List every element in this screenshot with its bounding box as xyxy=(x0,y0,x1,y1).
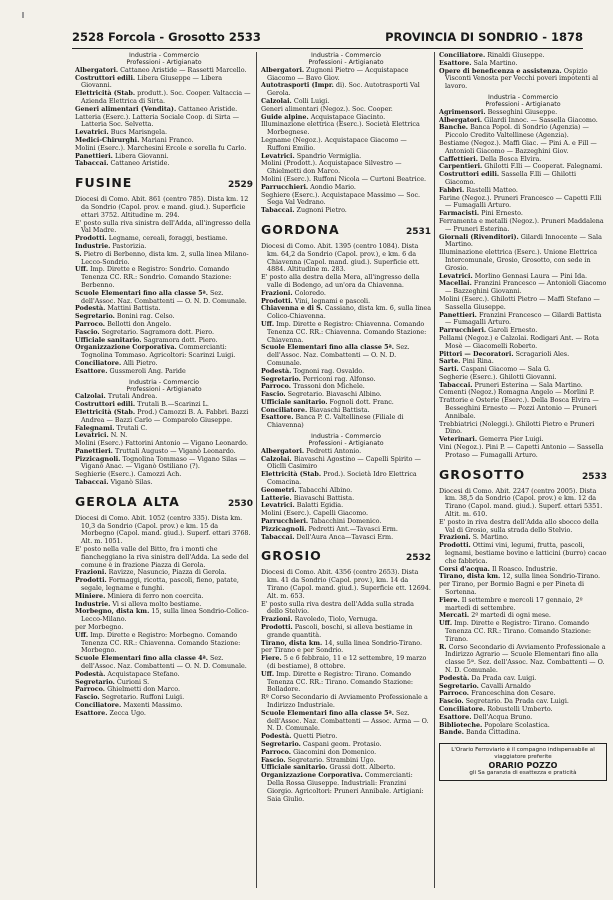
ad-title: ORARIO POZZO xyxy=(488,761,558,771)
entry-line: Uff. Imp. Dirette e Registro: Tirano. Comando Tenenza CC. RR.: Tirano. Comando Stazione: Tirano. xyxy=(439,619,592,643)
page-header xyxy=(72,30,583,46)
entry-line: Diocesi di Como. Abit. 1395 (centro 1084). Dista km. 64,2 da Sondrio (Capol. prov.), e km. 6 da Chiavenna (Capol. mand. giud.). Superficie ett. 4884. Altitudine m. 283. xyxy=(261,241,420,274)
entry-line: Tabaccai. Dell'Aura Anca—Tavasci Erm. xyxy=(261,532,394,541)
town-number: 2533 xyxy=(581,471,607,482)
town-heading xyxy=(75,175,253,193)
entry-line: Ufficiale sanitario. Fognoli dott. Franc. xyxy=(261,397,394,406)
entry-line: E' posto sulla riva destra dell'Adda sulla strada dello Stelvio. xyxy=(261,599,414,616)
column-1 xyxy=(75,52,253,890)
entry-line: Farmacisti. Pini Ernesto. xyxy=(439,209,523,218)
entry-line: Seghierie (Eserc.). Camozzi Ach. xyxy=(75,470,182,479)
entry-line: Elettricità (Stab. Prod.) Camozzi B. A. Fabbri. Bazzi Andrea — Bazzi Carlo — Comparolo Giuseppe. xyxy=(75,407,249,424)
advertisement-box xyxy=(439,743,607,781)
entry-line: Industrie. Pastorizia. xyxy=(75,241,147,250)
section-title: Industria - Commercio xyxy=(488,93,558,101)
entry-line: R. Corso Secondario di Avviamento Professionale a Indirizzo Agrario — Scuole Elementari fino alla classe 5ª. Sez. dell'Assoc. Naz. Combattenti — O. N. D. Comunale. xyxy=(439,642,606,674)
entry-line: Tabaccai. Viganò Silas. xyxy=(75,478,153,487)
entry-line: Sarti. Caspani Giacomo — Sala G. xyxy=(439,365,551,374)
entry-line: Costruttori edili. Trutali B.—Scarinzi L. xyxy=(75,400,209,409)
entry-line: Pizzicagnoli. Tognolina Tommaso — Vigano Silas — Viganò Anac. — Viganò Ostiliano (?). xyxy=(75,454,246,471)
entry-line: Fascio. Segretario. Sagramora dott. Piero. xyxy=(75,327,215,336)
town-name: GEROLA ALTA xyxy=(75,493,180,509)
ad-text: gli Sa garanzia di esattezza e praticità xyxy=(469,770,577,777)
entry-line: Ufficiale sanitario. Grassi dott. Alberto. xyxy=(261,763,396,772)
entry-line: Sarte. Pini Rina. xyxy=(439,357,494,366)
entry-line: Scuole Elementari fino alla classe 5ª. Sez. dell'Assoc. Naz. Combattenti — Assoc. Arma — O. N. D. Comunale. xyxy=(261,708,429,733)
entry-line: Latteria (Eserc.). Latteria Sociale Coop. di Sirta — Latteria Soc. Selvetta. xyxy=(75,112,239,129)
entry-line: Podestà. Da Prada cav. Luigi. xyxy=(439,673,537,682)
town-number: 2530 xyxy=(227,498,253,509)
entry-line: Elettricità (Stab. produtt.). Soc. Cooper. Valtaccia — Azienda Elettrica di Sirta. xyxy=(75,89,251,105)
entry-line: E' posto sulla riva sinistra dell'Adda, all'ingresso della Val Madre. xyxy=(75,218,251,235)
margin-mark xyxy=(22,12,24,18)
entry-list xyxy=(261,67,431,215)
header-rule xyxy=(72,48,583,49)
entry-line: Conciliatore. Biavaschi Battista. xyxy=(261,405,370,414)
entry-line: Illuminazione elettrica (Eserc.). Società Elettrica Morbegnese. xyxy=(261,120,420,137)
entry-line: Frazioni. S. Martino. xyxy=(439,533,509,542)
entry-line: Corsi d'acqua. Il Roasco. Industrie. xyxy=(439,564,558,573)
entry-line: Diocesi di Como. Abit. 2247 (centro 2005). Dista km. 38,5 da Sondrio (Capol. prov.) e km. 12 da Tirano (Capol. mand. giud.). Superf. ettari 5351. Altit. m. 610. xyxy=(439,486,603,519)
entry-line: Tirano, dista km. 14, sulla linea Sondrio-Tirano. xyxy=(261,638,423,647)
entry-line: Diocesi di Como. Abit. 861 (centro 785). Dista km. 12 da Sondrio (Capol. prov. e mand. giud.). Superficie ettari 3752. Altitudine m. 294. xyxy=(75,195,249,219)
entry-line: Esattore. Sala Martino. xyxy=(439,58,518,67)
entry-line: Bestiame (Negoz.). Maffi Giac. — Pini A. e Fill — Antonioli Giacomo — Bazzeghini Giov. xyxy=(439,138,597,155)
entry-line: Segherie (Eserc.). Ghilotti Giovanni. xyxy=(439,372,557,381)
entry-line: Trebbiatrici (Noleggi.). Ghilotti Pietro e Pruneri Dino. xyxy=(439,419,595,436)
entry-line: Diocesi di Como. Abit. 1052 (centro 335). Dista km. 10,3 da Sondrio (Capol. prov.) e km. 15 da Morbegno (Capol. mand. giud.). Superf. ettari 3768. Alt. m. 1051. xyxy=(75,513,251,546)
entry-line: E' posto alla destra della Mera, all'ingresso della valle di Bodengo, ad un'ora da Chiavenna. xyxy=(261,273,420,289)
entry-line: Diocesi di Como. Abit. 4356 (centro 2653). Dista km. 41 da Sondrio (Capol. prov.), km. 14 da Tirano (Capol. mand. giud.). Superficie ett. 12694. Alt. m. 653. xyxy=(261,568,431,600)
entry-line: Scuole Elementari fino alla classe 5ª. Sez. dell'Assoc. Naz. Combattenti — O. N. D. Comunale. xyxy=(75,288,247,305)
entry-line: Calzolai. Colli Luigi. xyxy=(261,97,330,105)
entry-line: Albergatori. Gilardi Innoc. — Sassella Giacomo. xyxy=(439,115,598,124)
entry-line: Trattorie e Osterie (Eserc.). Della Bosca Elvira — Besseghini Ernesto — Pozzi Antonio — Pruneri Annibale. xyxy=(439,396,599,420)
entry-line: Prodotti. Formaggi, ricotta, pascoli, fieno, patate, segale, legname e funghi. xyxy=(75,576,239,593)
entry-line: Esattore. Banca P. C. Valtellinese (Filiale di Chiavenna) xyxy=(261,413,404,430)
section-title: Industria - Commercio xyxy=(129,52,199,59)
header-left: 2528 Forcola - Grosotto 2533 xyxy=(72,30,261,44)
section-title: Industria - Commercio xyxy=(311,433,381,441)
entry-line: Mercati. 2º martedì di ogni mese. xyxy=(439,611,551,620)
entry-line: Tabaccai. Cattaneo Aristide. xyxy=(75,159,170,168)
entry-line: Conciliatore. Alli Pietro. xyxy=(75,358,158,367)
entry-line: Calzolai. Biavaschi Agostino — Capelli Spirito — Oliclli Casimiro xyxy=(261,454,421,471)
entry-line: Molini (Eserc.) Fattorini Antonio — Vigano Leonardo. xyxy=(75,439,248,448)
entry-line: Agrimensori. Besseghini Giuseppe. xyxy=(439,107,558,116)
entry-line: Fiere. Il settembre e mercoli 17 gennaio, 2º martedì di settembre. xyxy=(439,595,583,612)
column-2 xyxy=(261,52,431,890)
section-subtitle: Professioni - Artigianato xyxy=(485,101,561,109)
entry-list xyxy=(75,196,253,375)
entry-line: Prodotti. Legname, cereali, foraggi, bestiame. xyxy=(75,234,228,243)
entry-line: Parroco. Giacomini don Domenico. xyxy=(261,747,377,756)
entry-line: Panettieri. Truttali Augusto — Viganò Leonardo. xyxy=(75,446,236,455)
entry-list xyxy=(75,515,253,718)
entry-line: Levatrici. Spandrio Vermiglia. xyxy=(261,151,362,160)
entry-line: Medici-Chirurghi. Mariani Franco. xyxy=(75,135,194,144)
entry-list xyxy=(75,393,253,487)
entry-line: Podestà. Tognoni rag. Osvaldo. xyxy=(261,366,365,375)
entry-line: Seghiere (Eserc.). Acquistapace Massimo — Soc. Sega Val Vedrano. xyxy=(261,190,421,207)
entry-line: Uff. Imp. Dirette e Registro: Tirano. Comando Tenenza CC. RR.: Tirano. Comando Stazione: Bolladore. xyxy=(261,669,414,694)
entry-line: Autotrasporti (Impr. di). Soc. Autotrasporti Val Gerola. xyxy=(261,81,420,98)
entry-line: Elettricità (Stab. Prod.). Società Idro Elettrica Comacina. xyxy=(261,470,417,487)
entry-line: Biblioteche. Popolare Scolastica. xyxy=(439,720,550,729)
entry-line: Segretario. Cavalli Arnaldo xyxy=(439,681,531,690)
town-name: GROSOTTO xyxy=(439,466,526,482)
entry-line: Caffettieri. Della Bosca Elvira. xyxy=(439,154,542,163)
entry-line: Parroco. Ghielmetti don Marco. xyxy=(75,685,181,694)
entry-line: Cementi (Negoz.) Romagna Angelo — Morlini P. xyxy=(439,388,595,397)
entry-line: Morbegno, dista km. 15, sulla linea Sondrio-Colico-Lecco-Milano. xyxy=(75,607,249,624)
entry-line: E' posto in riva destra dell'Adda allo sbocco della Val di Grosio, sulla strada dello Stelvio. xyxy=(439,517,599,534)
entry-line: Tirano, dista km. 12, sulla linea Sondrio-Tirano. xyxy=(439,572,601,581)
entry-line: Prodotti. Vini, legnami e pascoli. xyxy=(261,296,371,305)
entry-line: Prodotti. Pascoli, boschi, si alleva bestiame in grande quantità. xyxy=(261,623,413,639)
entry-line: Fiere. 5 e 6 febbraio, 11 e 12 settembre, 19 marzo (di bestiame), 8 ottobre. xyxy=(261,654,427,671)
entry-line: Fabbri. Rastelli Matteo. xyxy=(439,185,518,194)
entry-line: Panettieri. Franzini Francesco — Gilardi Battista — Fumagalli Arturo. xyxy=(439,310,602,327)
entry-line: Falegnami. Trutali C. xyxy=(75,423,148,432)
entry-line: Pizzicagnoli. Pedretti Ant.—Tavasci Erm. xyxy=(261,524,398,533)
entry-list xyxy=(261,448,431,542)
entry-line: Generi alimentari (Vendita). Cattaneo Aristide. xyxy=(75,104,238,113)
entry-line: Parrucchieri. Tabacchini Domenico. xyxy=(261,517,382,526)
entry-line: Frazioni. Ravoledo, Tiolo, Vernuga. xyxy=(261,615,378,624)
entry-line: E' posto nella valle del Bitto, fra i monti che fiancheggiano la riva sinistra dell'Adda. La sede del comune è in frazione Piazza di Gerola. xyxy=(75,545,249,569)
entry-line: Geometri. Tabacchi Albino. xyxy=(261,485,353,494)
entry-line: Parroco. Trassoni don Michele. xyxy=(261,382,365,391)
town-name: GROSIO xyxy=(261,548,322,564)
entry-line: Scuole Elementari fino alla classe 5ª. Sez. dell'Assoc. Naz. Combattenti — O. N. D. Comunale. xyxy=(261,343,410,367)
entry-line: Levatrici. N. N. xyxy=(75,431,128,440)
entry-list xyxy=(439,52,607,91)
entry-line: Bande. Banda Cittadina. xyxy=(439,728,521,737)
entry-line: Esattore. Gussmeroli Ang. Paride xyxy=(75,366,186,375)
entry-line: Veterinari. Gemerra Pier Luigi. xyxy=(439,435,544,444)
entry-line: Molini (Eserc.). Capelli Giacomo. xyxy=(261,509,369,518)
entry-line: Generi alimentari (Negoz.). Soc. Cooper. xyxy=(261,104,393,113)
entry-line: Conciliatore. Maxenti Massimo. xyxy=(75,701,183,709)
entry-line: per Tirano e per Sondrio. xyxy=(261,646,344,655)
entry-line: Podestà. Quetti Pietro. xyxy=(261,732,338,741)
entry-line: Segretario. Curioni S. xyxy=(75,677,150,686)
entry-line: S. Pietro di Berbenno, dista km. 2, sulla linea Milano-Lecco-Sondrio. xyxy=(75,249,249,266)
entry-line: Albergatori. Pedretti Antonio. xyxy=(261,446,362,455)
entry-line: Prodotti. Ottimi vini, legumi, frutta, pascoli, legnami, bestiame bovino e latticini (burro) cacao che fabbrica. xyxy=(439,541,607,565)
entry-line: Conciliatore. Robustelli Umberto. xyxy=(439,704,553,713)
entry-line: Molini (Eserc.). Marchesini Ercole e sorella fu Carlo. xyxy=(75,143,247,152)
town-heading xyxy=(439,467,607,485)
entry-line: Segretario. Caspani geom. Protasio. xyxy=(261,739,382,748)
entry-line: Latterie. Biavaschi Battista. xyxy=(261,493,355,502)
section-subtitle: Professioni - Artigianato xyxy=(126,385,202,393)
entry-line: Levatrici. Balatti Egidia. xyxy=(261,501,344,510)
entry-line: Ferramenta e metalli (Negoz.). Pruneri Maddalena — Pruneri Esterina. xyxy=(439,216,604,233)
ad-text: L'Orario Ferroviario è il compagno indispensabile al viaggiatore preferite xyxy=(451,747,595,761)
entry-line: Farine (Negoz.). Pruneri Francesco — Capetti F.lli — Fumagalli Arturo. xyxy=(439,193,602,210)
entry-line: Parrucchieri. Garoli Ernesto. xyxy=(439,326,538,335)
entry-line: Tabaccai. Pruneri Esterina — Sala Martino. xyxy=(439,380,583,389)
entry-line: Parroco. Bellotti don Angelo. xyxy=(75,319,172,328)
entry-line: Banche. Banca Popol. di Sondrio (Agenzia) — Piccolo Credito Valtellinese (Agenzia). xyxy=(439,123,589,140)
town-name: FUSINE xyxy=(75,175,133,191)
entry-line: Fascio. Segretario. Da Prada cav. Luigi. xyxy=(439,697,569,706)
town-heading xyxy=(261,222,431,240)
entry-line: Podestà. Acquistapace Stefano. xyxy=(75,669,180,678)
entry-line: Segretario. Perriconi rag. Alfonso. xyxy=(261,374,376,383)
entry-line: Frazioni. Ravizze, Nasuncio, Piazza di Gerola. xyxy=(75,568,227,577)
entry-line: Albergatori. Zugnoni Pietro — Acquistapace Giacomo — Bavo Giov. xyxy=(261,65,409,82)
town-heading xyxy=(75,494,253,512)
entry-line: Giornali (Rivenditori). Gilardi Innocente — Sala Martino. xyxy=(439,232,602,249)
entry-line: per Tirano, per Bormio Bagni e per Pineta di Sortenna. xyxy=(439,580,585,597)
header-right: PROVINCIA DI SONDRIO - 1878 xyxy=(385,30,583,44)
town-number: 2529 xyxy=(227,180,253,191)
entry-line: Tabaccai. Zugnoni Pietro. xyxy=(261,206,347,215)
entry-line: Segretario. Bonini rag. Celso. xyxy=(75,312,175,321)
entry-line: Levatrici. Morlino Gennasi Laura — Pini Ida. xyxy=(439,271,588,280)
entry-list xyxy=(75,67,253,168)
entry-line: Molini (Eserc.). Ruffoni Nicola — Curtoni Beatrice. xyxy=(261,174,427,183)
entry-line: Organizzazione Corporativa. Commercianti: Della Rossa Giuseppe. Industriali: Franzini Giorgio. Agricoltori: Pruneri Annibale. Artigiani: Saia Giulio. xyxy=(261,771,424,803)
entry-line: Costruttori edili. Sassella F.lli — Ghilotti Giacomo. xyxy=(439,170,577,186)
entry-line: Guide alpine. Acquistapace Giacinto. xyxy=(261,112,386,121)
entry-line: Scuole Elementari fino alla classe 4ª. Sez. dell'Assoc. Naz. Combattenti — O. N. D. Comunale. xyxy=(75,654,247,671)
entry-line: Levatrici. Bucs Marisngela. xyxy=(75,128,168,137)
entry-line: Chiavenna e di S. Cassiano, dista km. 6, sulla linea Colico-Chiavenna. xyxy=(261,304,431,321)
entry-line: Organizzazione Corporativa. Commercianti: Tognolina Tommaso. Agricoltori: Scarinzi Luigi. xyxy=(75,343,236,360)
column-divider xyxy=(434,52,435,888)
entry-list xyxy=(261,243,431,430)
entry-list xyxy=(261,569,431,803)
entry-line: Costruttori edili. Libera Giuseppe — Libera Giovanni. xyxy=(75,73,222,90)
entry-line: Macellai. Franzini Francesco — Antonioli Giacomo — Bazzeghini Giovanni. xyxy=(439,279,607,296)
entry-line: Illuminazione elettrica (Eserc.). Unione Elettrica Intercomunale, Grosio, Grosotto, con sede in Grosio. xyxy=(439,248,598,272)
entry-line: Fascio. Segretario. Strambini Ugo. xyxy=(261,755,376,764)
entry-line: Molini (Prodott.). Acquistapace Silvestro — Ghielmetti don Marco. xyxy=(261,159,402,176)
entry-line: Esattore. Dell'Acqua Bruno. xyxy=(439,712,533,721)
entry-line: Miniere. Miniera di ferro non coercita. xyxy=(75,591,204,600)
entry-line: Fascio. Segretario. Ruffoni Luigi. xyxy=(75,693,185,702)
town-number: 2531 xyxy=(405,226,431,237)
entry-list xyxy=(439,109,607,460)
entry-line: Esattore. Zecca Ugo. xyxy=(75,708,146,717)
entry-line: Uff. Imp. Dirette e Registro: Chiavenna. Comando Tenenza CC. RR.: Chiavenna. Comando Stazione: Chiavenna. xyxy=(261,319,427,344)
entry-line: Legname (Negoz.). Acquistapace Giacomo — Ruffoni Emilio. xyxy=(261,135,407,152)
entry-line: Uff. Imp. Dirette e Registro: Morbegno. Comando Tenenza CC. RR.: Chiavenna. Comando Stazione: Morbegno. xyxy=(75,630,241,655)
section-title: Industria - Commercio xyxy=(129,378,199,386)
entry-line: Albergatori. Cattaneo Aristide — Rassetti Marcello. xyxy=(75,65,247,74)
entry-line: Conciliatore. Rinaldi Giuseppe. xyxy=(439,52,545,59)
entry-line: Opere di beneficenza e assistenza. Ospizio Visconti Venosta per Vecchi poveri impotenti al lavoro. xyxy=(439,66,599,91)
entry-line: Industrie. Vi si alleva molto bestiame. xyxy=(75,599,202,608)
column-divider xyxy=(256,52,257,888)
section-title: Industria - Commercio xyxy=(311,52,381,59)
entry-line: Parroco. Franceschina don Cesare. xyxy=(439,689,556,698)
entry-line: Pittori — Decoratori. Scragarioli Ales. xyxy=(439,349,570,358)
entry-line: Frazioni. Coloredo. xyxy=(261,288,326,297)
entry-line: Parrucchieri. Aondio Mario. xyxy=(261,182,356,191)
entry-line: Podestà. Mattini Battista. xyxy=(75,304,161,313)
entry-line: Ufficiale sanitario. Sagramora dott. Piero. xyxy=(75,335,218,344)
entry-list xyxy=(439,488,607,738)
entry-line: Calzolai. Trutali Andrea. xyxy=(75,392,158,401)
entry-line: Vini (Negoz.). Pini P. — Capetti Antonio — Sassella Protaso — Fumagalli Arturo. xyxy=(439,443,604,459)
column-3 xyxy=(439,52,607,890)
section-subtitle: Professioni - Artigianato xyxy=(308,440,384,448)
entry-line: Molini (Eserc.). Ghilotti Pietro — Maffi Stefano — Sassella Giuseppe. xyxy=(439,294,600,311)
entry-line: Fascio. Segretario. Biavaschi Albino. xyxy=(261,390,382,399)
town-heading xyxy=(261,548,431,566)
entry-line: Uff. Imp. Dirette e Registro: Sondrio. Comando Tenenza CC. RR.: Sondrio. Comando Stazione: Berbenno. xyxy=(75,265,232,289)
entry-line: Rº Corso Secondario di Avviamento Professionale a Indirizzo Industriale. xyxy=(261,693,428,709)
entry-line: Panettieri. Libera Giovanni. xyxy=(75,151,169,160)
entry-line: Carpentieri. Ghilotti F.lli — Cooperat. Falegnami. xyxy=(439,162,603,171)
town-name: GORDONA xyxy=(261,221,340,237)
entry-line: per Morbegno. xyxy=(75,623,124,632)
entry-line: Pellami (Negoz.) e Calzolai. Rodigari Ant. — Rota Mosè — Giacomelli Roberto. xyxy=(439,333,599,350)
section-subtitle: Professioni - Artigianato xyxy=(308,59,384,67)
section-subtitle: Professioni - Artigianato xyxy=(126,59,202,67)
town-number: 2532 xyxy=(405,553,431,564)
